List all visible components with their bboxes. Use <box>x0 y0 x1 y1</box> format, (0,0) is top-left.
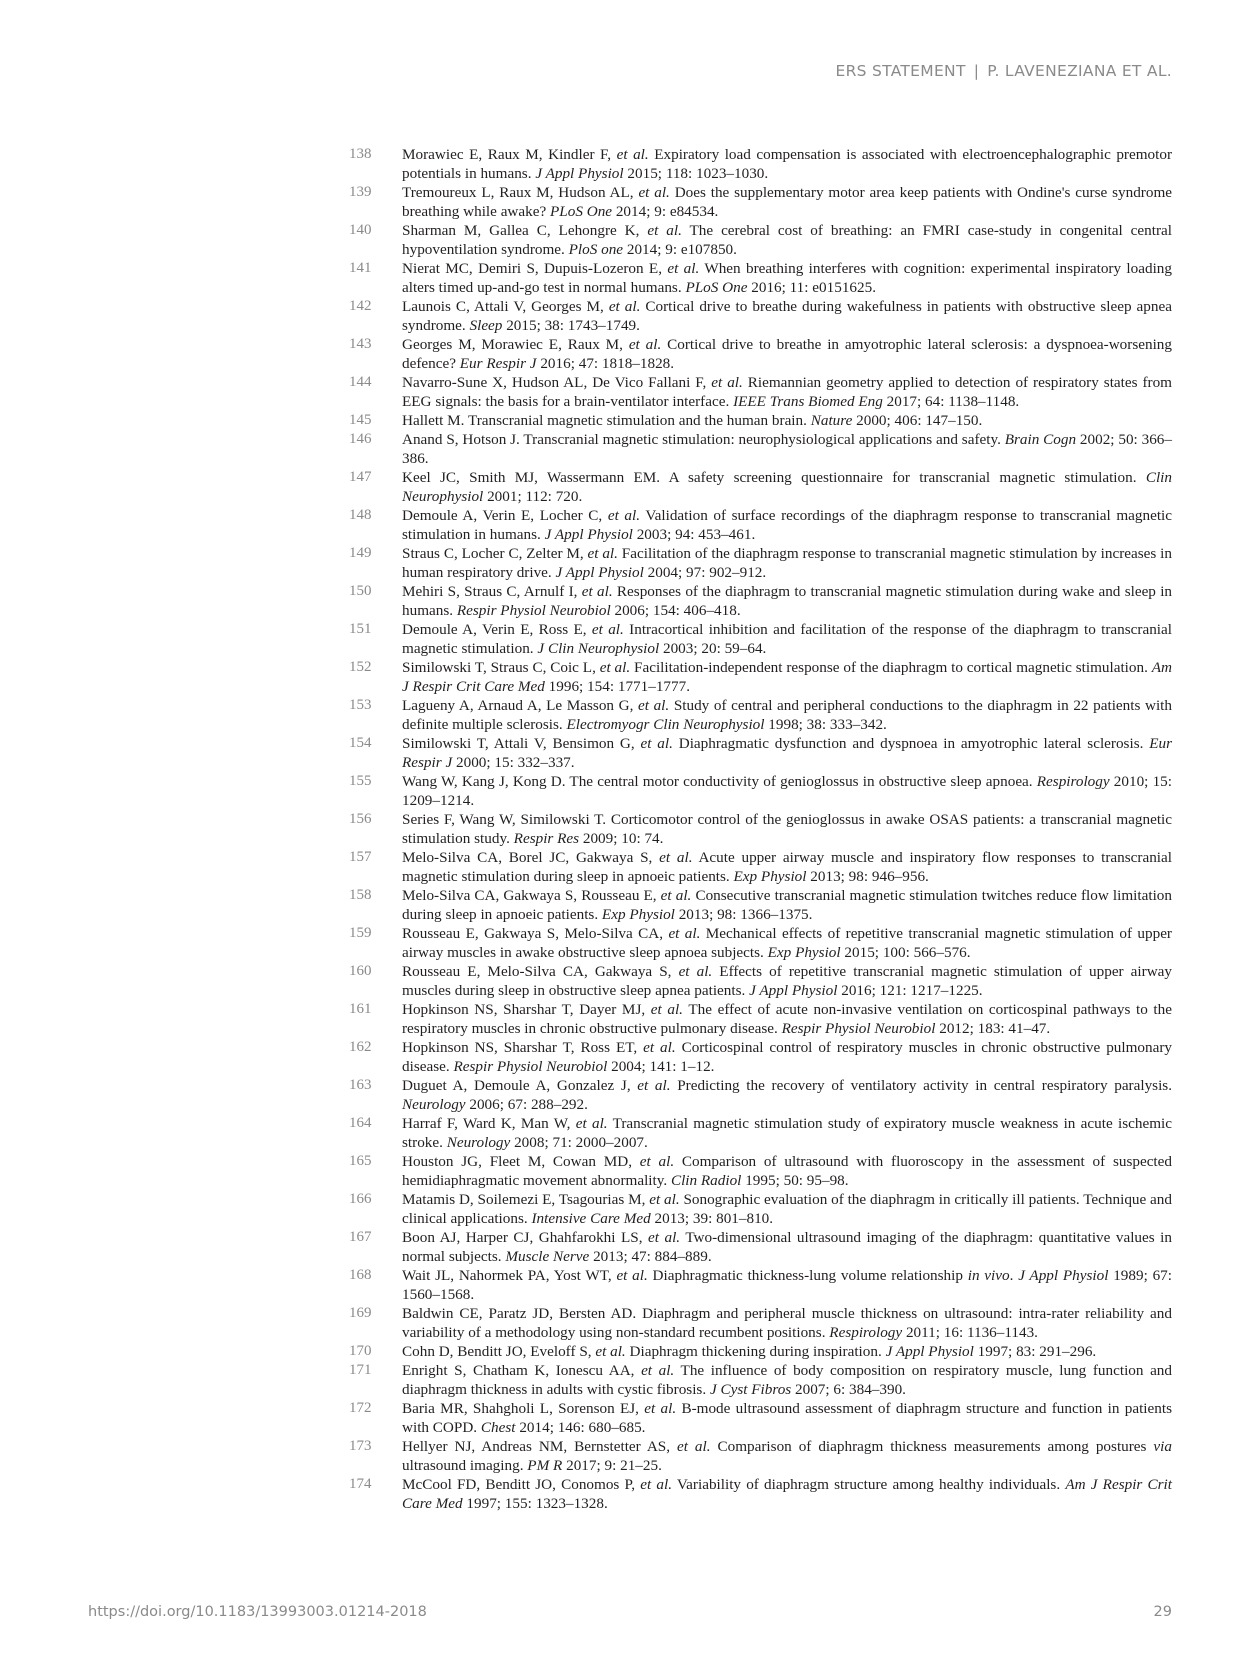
reference-segment: 2000; 406: 147–150. <box>852 412 983 429</box>
reference-number: 164 <box>349 1115 372 1131</box>
reference-item <box>349 924 1172 962</box>
reference-italic: Nature <box>810 412 853 429</box>
reference-text <box>402 1114 1172 1152</box>
reference-segment: Transcranial magnetic stimulation study of expiratory muscle weakness in acute ischemic stroke. <box>402 1115 1172 1151</box>
reference-segment: The effect of acute non-invasive ventilation on corticospinal pathways to the respiratory muscles in chronic obstructive pulmonary disease. <box>402 1001 1172 1037</box>
reference-italic: et al. <box>644 1400 677 1417</box>
reference-item <box>349 221 1172 259</box>
reference-segment: Morawiec E, Raux M, Kindler F, <box>402 146 617 163</box>
reference-segment: Diaphragm thickening during inspiration. <box>625 1343 886 1360</box>
reference-italic: Neurology <box>402 1096 466 1113</box>
reference-segment: Nierat MC, Demiri S, Dupuis-Lozeron E, <box>402 260 668 277</box>
reference-text <box>402 1038 1172 1076</box>
reference-italic: et al. <box>587 545 618 562</box>
reference-text <box>402 582 1172 620</box>
reference-segment: Consecutive transcranial magnetic stimulation twitches reduce flow limitation during sleep in apnoeic patients. <box>402 887 1172 923</box>
reference-italic: et al. <box>650 1001 683 1018</box>
reference-segment: 1995; 50: 95–98. <box>741 1172 849 1189</box>
reference-segment: Comparison of diaphragm thickness measurements among postures <box>710 1438 1154 1455</box>
reference-segment: Hopkinson NS, Sharshar T, Ross ET, <box>402 1039 644 1056</box>
reference-segment: Responses of the diaphragm to transcranial magnetic stimulation during wake and sleep in humans. <box>402 583 1173 619</box>
reference-item <box>349 1114 1172 1152</box>
reference-segment: Hopkinson NS, Sharshar T, Dayer MJ, <box>402 1001 651 1018</box>
reference-text <box>402 734 1172 772</box>
reference-segment: Melo-Silva CA, Gakwaya S, Rousseau E, <box>402 887 661 904</box>
reference-italic: J Cyst Fibros <box>709 1381 792 1398</box>
reference-segment: Melo-Silva CA, Borel JC, Gakwaya S, <box>402 849 660 866</box>
reference-text <box>402 468 1172 506</box>
reference-text <box>402 1304 1172 1342</box>
reference-segment: Rousseau E, Melo-Silva CA, Gakwaya S, <box>402 963 679 980</box>
reference-segment: 2016; 11: e0151625. <box>747 279 876 296</box>
reference-text <box>402 411 1172 430</box>
reference-segment: Cohn D, Benditt JO, Eveloff S, <box>402 1343 596 1360</box>
reference-item <box>349 1152 1172 1190</box>
reference-item <box>349 962 1172 1000</box>
reference-italic: et al. <box>668 925 701 942</box>
reference-italic: et al. <box>649 1191 680 1208</box>
reference-text <box>402 1437 1172 1475</box>
reference-text <box>402 886 1172 924</box>
reference-text <box>402 962 1172 1000</box>
reference-segment: Effects of repetitive transcranial magnetic stimulation of upper airway muscles during sleep in obstructive sleep apnea patients. <box>402 963 1173 999</box>
reference-segment: Cortical drive to breathe during wakefulness in patients with obstructive sleep apnea syndrome. <box>402 298 1172 334</box>
reference-segment: 2004; 97: 902–912. <box>643 564 767 581</box>
reference-number: 155 <box>349 773 372 789</box>
reference-text <box>402 1266 1172 1304</box>
reference-segment: Does the supplementary motor area keep patients with Ondine's curse syndrome breathing while awake? <box>402 184 1172 220</box>
reference-segment: Straus C, Locher C, Zelter M, <box>402 545 588 562</box>
reference-segment: Comparison of ultrasound with fluoroscopy in the assessment of suspected hemidiaphragmatic movement abnormality. <box>402 1153 1172 1189</box>
reference-item <box>349 1399 1172 1437</box>
reference-segment: Baria MR, Shahgholi L, Sorenson EJ, <box>402 1400 645 1417</box>
reference-italic: Respir Physiol Neurobiol <box>781 1020 936 1037</box>
reference-item <box>349 734 1172 772</box>
reference-item <box>349 1228 1172 1266</box>
reference-item <box>349 1000 1172 1038</box>
reference-italic: J Appl Physiol <box>555 564 644 581</box>
reference-number: 141 <box>349 260 372 276</box>
reference-segment: The cerebral cost of breathing: an FMRI case-study in congenital central hypoventilation syndrome. <box>402 222 1172 258</box>
reference-number: 156 <box>349 811 372 827</box>
reference-text <box>402 297 1172 335</box>
reference-text <box>402 544 1172 582</box>
reference-italic: Chest <box>480 1419 516 1436</box>
reference-item <box>349 259 1172 297</box>
reference-text <box>402 1399 1172 1437</box>
reference-italic: in vivo <box>967 1267 1010 1284</box>
reference-segment: 2006; 67: 288–292. <box>465 1096 588 1113</box>
reference-text <box>402 183 1172 221</box>
reference-italic: et al. <box>608 298 641 315</box>
reference-number: 160 <box>349 963 372 979</box>
reference-italic: et al. <box>637 1077 671 1094</box>
reference-segment: 2015; 38: 1743–1749. <box>502 317 640 334</box>
reference-text <box>402 696 1172 734</box>
reference-segment: 2007; 6: 384–390. <box>791 1381 906 1398</box>
reference-number: 138 <box>349 146 372 162</box>
reference-segment: Sonographic evaluation of the diaphragm in critically ill patients. Technique and clinical applications. <box>402 1191 1172 1227</box>
reference-segment: 1989; 67: 1560–1568. <box>402 1267 1172 1303</box>
reference-number: 149 <box>349 545 372 561</box>
reference-text <box>402 772 1172 810</box>
reference-segment: Two-dimensional ultrasound imaging of the diaphragm: quantitative values in normal subjects. <box>402 1229 1172 1265</box>
reference-item <box>349 145 1172 183</box>
reference-segment: Mehiri S, Straus C, Arnulf I, <box>402 583 582 600</box>
reference-segment: Variability of diaphragm structure among healthy individuals. <box>672 1476 1066 1493</box>
reference-italic: PLoS One <box>550 203 613 220</box>
reference-italic: Exp Physiol <box>733 868 807 885</box>
reference-segment: Boon AJ, Harper CJ, Ghahfarokhi LS, <box>402 1229 649 1246</box>
reference-italic: et al. <box>638 697 670 714</box>
reference-italic: J Appl Physiol <box>1018 1267 1109 1284</box>
reference-segment: Wang W, Kang J, Kong D. The central motor conductivity of genioglossus in obstructive sleep apnoea. <box>402 773 1037 790</box>
reference-item <box>349 1437 1172 1475</box>
reference-segment: 2017; 9: 21–25. <box>562 1457 662 1474</box>
reference-number: 165 <box>349 1153 372 1169</box>
reference-segment: Lagueny A, Arnaud A, Le Masson G, <box>402 697 639 714</box>
reference-item <box>349 886 1172 924</box>
reference-segment: 2010; 15: 1209–1214. <box>402 773 1172 809</box>
reference-segment: Keel JC, Smith MJ, Wassermann EM. A safety screening questionnaire for transcranial magnetic stimulation. <box>402 469 1146 486</box>
reference-number: 140 <box>349 222 372 238</box>
reference-segment: Riemannian geometry applied to detection of respiratory states from EEG signals: the basis for a brain-ventilator interface. <box>402 374 1172 410</box>
reference-segment: 2006; 154: 406–418. <box>610 602 741 619</box>
reference-italic: Brain Cogn <box>1004 431 1077 448</box>
running-head-separator: | <box>973 62 980 80</box>
reference-segment: 2008; 71: 2000–2007. <box>510 1134 648 1151</box>
reference-italic: Clin Radiol <box>670 1172 742 1189</box>
reference-segment: 2013; 39: 801–810. <box>650 1210 774 1227</box>
reference-segment: Georges M, Morawiec E, Raux M, <box>402 336 629 353</box>
reference-text <box>402 1190 1172 1228</box>
reference-italic: et al. <box>595 1343 626 1360</box>
reference-item <box>349 1475 1172 1513</box>
reference-segment: Demoule A, Verin E, Locher C, <box>402 507 608 524</box>
reference-italic: et al. <box>638 184 670 201</box>
reference-segment: 1998; 38: 333–342. <box>764 716 887 733</box>
reference-segment: 2003; 94: 453–461. <box>632 526 756 543</box>
reference-segment: 2011; 16: 1136–1143. <box>902 1324 1038 1341</box>
reference-segment: Houston JG, Fleet M, Cowan MD, <box>402 1153 640 1170</box>
reference-item <box>349 1266 1172 1304</box>
reference-number: 139 <box>349 184 372 200</box>
reference-segment: Anand S, Hotson J. Transcranial magnetic stimulation: neurophysiological applications and safety. <box>402 431 1005 448</box>
reference-number: 169 <box>349 1305 372 1321</box>
reference-number: 157 <box>349 849 372 865</box>
reference-italic: Eur Respir J <box>402 735 1173 771</box>
reference-segment: 2002; 50: 366–386. <box>402 431 1172 467</box>
reference-italic: et al. <box>628 336 662 353</box>
reference-segment: Similowski T, Attali V, Bensimon G, <box>402 735 641 752</box>
reference-segment: Similowski T, Straus C, Coic L, <box>402 659 600 676</box>
reference-italic: et al. <box>616 1267 648 1284</box>
reference-item <box>349 430 1172 468</box>
reference-item <box>349 582 1172 620</box>
reference-italic: Exp Physiol <box>767 944 841 961</box>
reference-italic: Respirology <box>1036 773 1110 790</box>
reference-number: 146 <box>349 431 372 447</box>
reference-segment: 2003; 20: 59–64. <box>659 640 767 657</box>
reference-segment: 2013; 47: 884–889. <box>589 1248 712 1265</box>
reference-italic: Respirology <box>829 1324 903 1341</box>
reference-segment: 2014; 9: e107850. <box>623 241 737 258</box>
reference-segment: Facilitation-independent response of the diaphragm to cortical magnetic stimulation. <box>630 659 1152 676</box>
reference-italic: et al. <box>575 1115 608 1132</box>
reference-text <box>402 1342 1172 1361</box>
reference-number: 151 <box>349 621 372 637</box>
reference-number: 158 <box>349 887 372 903</box>
reference-number: 174 <box>349 1476 372 1492</box>
reference-segment: Sharman M, Gallea C, Lehongre K, <box>402 222 648 239</box>
reference-segment: Acute upper airway muscle and inspiratory flow responses to transcranial magnetic stimulation during sleep in apnoeic patients. <box>402 849 1172 885</box>
reference-segment: Matamis D, Soilemezi E, Tsagourias M, <box>402 1191 650 1208</box>
reference-text <box>402 658 1172 696</box>
reference-item <box>349 411 1172 430</box>
reference-italic: Electromyogr Clin Neurophysiol <box>566 716 765 733</box>
reference-segment: McCool FD, Benditt JO, Conomos P, <box>402 1476 641 1493</box>
reference-italic: Am J Respir Crit Care Med <box>402 1476 1172 1512</box>
reference-segment: Cortical drive to breathe in amyotrophic lateral sclerosis: a dyspnoea-worsening defence? <box>402 336 1172 372</box>
reference-text <box>402 848 1172 886</box>
reference-segment: ultrasound imaging. <box>402 1457 528 1474</box>
reference-segment: B-mode ultrasound assessment of diaphragm structure and function in patients with COPD. <box>402 1400 1172 1436</box>
reference-text <box>402 430 1172 468</box>
reference-segment: Tremoureux L, Raux M, Hudson AL, <box>402 184 639 201</box>
reference-number: 143 <box>349 336 372 352</box>
reference-item <box>349 1361 1172 1399</box>
reference-text <box>402 810 1172 848</box>
reference-italic: PloS one <box>568 241 624 258</box>
reference-text <box>402 335 1172 373</box>
reference-italic: et al. <box>678 963 713 980</box>
reference-text <box>402 924 1172 962</box>
reference-item <box>349 658 1172 696</box>
reference-italic: Sleep <box>469 317 503 334</box>
reference-segment: Rousseau E, Gakwaya S, Melo-Silva CA, <box>402 925 669 942</box>
reference-text <box>402 620 1172 658</box>
reference-number: 142 <box>349 298 372 314</box>
reference-segment: 2012; 183: 41–47. <box>935 1020 1051 1037</box>
reference-italic: Respir Physiol Neurobiol <box>456 602 611 619</box>
running-head-right: P. LAVENEZIANA ET AL. <box>987 62 1172 80</box>
reference-italic: et al. <box>616 146 649 163</box>
reference-segment: Navarro-Sune X, Hudson AL, De Vico Fallani F, <box>402 374 712 391</box>
reference-segment: 2013; 98: 1366–1375. <box>674 906 813 923</box>
reference-text <box>402 1361 1172 1399</box>
reference-segment: Study of central and peripheral conductions to the diaphragm in 22 patients with definite multiple sclerosis. <box>402 697 1172 733</box>
reference-number: 147 <box>349 469 372 485</box>
reference-segment: Launois C, Attali V, Georges M, <box>402 298 609 315</box>
reference-text <box>402 145 1172 183</box>
reference-italic: et al. <box>647 222 682 239</box>
reference-italic: Respir Physiol Neurobiol <box>453 1058 608 1075</box>
reference-segment: When breathing interferes with cognition: experimental inspiratory loading alters timed up-and-go test in normal humans. <box>402 260 1172 296</box>
reference-item <box>349 1342 1172 1361</box>
reference-segment: 2004; 141: 1–12. <box>607 1058 715 1075</box>
reference-segment: 2014; 9: e84534. <box>612 203 719 220</box>
reference-text <box>402 506 1172 544</box>
reference-italic: et al. <box>640 735 673 752</box>
reference-segment: 1996; 154: 1771–1777. <box>544 678 690 695</box>
reference-item <box>349 1190 1172 1228</box>
reference-italic: IEEE Trans Biomed Eng <box>733 393 883 410</box>
reference-segment: Intracortical inhibition and facilitation of the response of the diaphragm to transcranial magnetic stimulation. <box>402 621 1172 657</box>
reference-segment: 2016; 121: 1217–1225. <box>837 982 983 999</box>
reference-number: 161 <box>349 1001 372 1017</box>
reference-segment: Diaphragmatic dysfunction and dyspnoea in amyotrophic lateral sclerosis. <box>672 735 1150 752</box>
reference-italic: Clin Neurophysiol <box>402 469 1172 505</box>
reference-segment: The influence of body composition on respiratory muscle, lung function and diaphragm thickness in adults with cystic fibrosis. <box>402 1362 1172 1398</box>
reference-number: 166 <box>349 1191 372 1207</box>
reference-italic: Intensive Care Med <box>531 1210 651 1227</box>
reference-item <box>349 335 1172 373</box>
reference-text <box>402 221 1172 259</box>
reference-italic: Neurology <box>446 1134 511 1151</box>
reference-text <box>402 1228 1172 1266</box>
reference-segment: Validation of surface recordings of the diaphragm response to transcranial magnetic stimulation in humans. <box>402 507 1172 543</box>
reference-segment: 2017; 64: 1138–1148. <box>882 393 1020 410</box>
reference-italic: J Appl Physiol <box>544 526 633 543</box>
reference-italic: Am J Respir Crit Care Med <box>402 659 1172 695</box>
reference-italic: et al. <box>599 659 631 676</box>
running-head-left: ERS STATEMENT <box>835 62 966 80</box>
reference-italic: et al. <box>581 583 613 600</box>
reference-number: 167 <box>349 1229 372 1245</box>
reference-item <box>349 544 1172 582</box>
reference-segment: Hallett M. Transcranial magnetic stimulation and the human brain. <box>402 412 811 429</box>
reference-number: 163 <box>349 1077 372 1093</box>
reference-italic: et al. <box>648 1229 681 1246</box>
reference-segment: Predicting the recovery of ventilatory activity in central respiratory paralysis. <box>670 1077 1173 1094</box>
reference-italic: et al. <box>659 849 693 866</box>
reference-number: 171 <box>349 1362 372 1378</box>
reference-item <box>349 620 1172 658</box>
reference-italic: et al. <box>643 1039 676 1056</box>
reference-number: 148 <box>349 507 372 523</box>
reference-number: 153 <box>349 697 372 713</box>
reference-italic: J Appl Physiol <box>535 165 624 182</box>
reference-number: 152 <box>349 659 372 675</box>
reference-italic: Exp Physiol <box>601 906 675 923</box>
reference-item <box>349 373 1172 411</box>
reference-text <box>402 259 1172 297</box>
reference-segment: 2014; 146: 680–685. <box>515 1419 646 1436</box>
reference-segment: 1997; 155: 1323–1328. <box>462 1495 608 1512</box>
reference-italic: via <box>1153 1438 1172 1455</box>
reference-segment: . <box>1009 1267 1019 1284</box>
reference-segment: 1997; 83: 291–296. <box>973 1343 1097 1360</box>
reference-italic: et al. <box>607 507 641 524</box>
reference-segment: 2001; 112: 720. <box>483 488 583 505</box>
reference-italic: PM R <box>527 1457 563 1474</box>
reference-text <box>402 373 1172 411</box>
reference-italic: J Appl Physiol <box>749 982 838 999</box>
reference-italic: et al. <box>677 1438 711 1455</box>
reference-item <box>349 1038 1172 1076</box>
reference-segment: 2015; 118: 1023–1030. <box>623 165 769 182</box>
reference-item <box>349 183 1172 221</box>
reference-segment: Mechanical effects of repetitive transcranial magnetic stimulation of upper airway muscles in awake obstructive sleep apnoea subjects. <box>402 925 1172 961</box>
reference-italic: et al. <box>641 1362 675 1379</box>
reference-italic: Eur Respir J <box>459 355 537 372</box>
reference-segment: Demoule A, Verin E, Ross E, <box>402 621 592 638</box>
reference-italic: Muscle Nerve <box>505 1248 590 1265</box>
reference-item <box>349 772 1172 810</box>
reference-number: 170 <box>349 1343 372 1359</box>
reference-italic: et al. <box>667 260 700 277</box>
reference-italic: et al. <box>711 374 743 391</box>
reference-segment: Facilitation of the diaphragm response to transcranial magnetic stimulation by increases in human respiratory drive. <box>402 545 1172 581</box>
reference-segment: 2000; 15: 332–337. <box>452 754 575 771</box>
doi-link[interactable]: https://doi.org/10.1183/13993003.01214-2018 <box>88 1604 427 1620</box>
reference-segment: Expiratory load compensation is associated with electroencephalographic premotor potentials in humans. <box>402 146 1173 182</box>
reference-item <box>349 297 1172 335</box>
reference-italic: et al. <box>639 1153 675 1170</box>
reference-italic: et al. <box>640 1476 672 1493</box>
reference-number: 162 <box>349 1039 372 1055</box>
reference-number: 159 <box>349 925 372 941</box>
reference-number: 144 <box>349 374 372 390</box>
reference-italic: J Appl Physiol <box>885 1343 974 1360</box>
reference-segment: Harraf F, Ward K, Man W, <box>402 1115 576 1132</box>
reference-italic: Respir Res <box>513 830 580 847</box>
reference-segment: 2013; 98: 946–956. <box>806 868 929 885</box>
reference-text <box>402 1152 1172 1190</box>
running-head <box>835 62 1172 80</box>
reference-segment: Corticospinal control of respiratory muscles in chronic obstructive pulmonary disease. <box>402 1039 1172 1075</box>
reference-text <box>402 1076 1172 1114</box>
reference-number: 172 <box>349 1400 372 1416</box>
reference-segment: 2016; 47: 1818–1828. <box>536 355 675 372</box>
reference-number: 150 <box>349 583 372 599</box>
reference-segment: 2015; 100: 566–576. <box>840 944 971 961</box>
reference-segment: Hellyer NJ, Andreas NM, Bernstetter AS, <box>402 1438 678 1455</box>
reference-segment: Enright S, Chatham K, Ionescu AA, <box>402 1362 642 1379</box>
reference-number: 154 <box>349 735 372 751</box>
reference-item <box>349 848 1172 886</box>
reference-number: 145 <box>349 412 372 428</box>
reference-number: 173 <box>349 1438 372 1454</box>
reference-italic: et al. <box>660 887 692 904</box>
reference-list <box>349 145 1172 1513</box>
reference-text <box>402 1475 1172 1513</box>
reference-segment: Series F, Wang W, Similowski T. Corticomotor control of the genioglossus in awake OSAS patients: a transcranial magnetic stimulation study. <box>402 811 1172 847</box>
reference-item <box>349 1076 1172 1114</box>
reference-item <box>349 1304 1172 1342</box>
reference-item <box>349 810 1172 848</box>
reference-segment: 2009; 10: 74. <box>579 830 664 847</box>
reference-number: 168 <box>349 1267 372 1283</box>
reference-segment: Diaphragmatic thickness-lung volume relationship <box>647 1267 968 1284</box>
reference-italic: et al. <box>591 621 624 638</box>
reference-italic: PLoS One <box>685 279 748 296</box>
reference-item <box>349 468 1172 506</box>
reference-segment: Baldwin CE, Paratz JD, Bersten AD. Diaphragm and peripheral muscle thickness on ultrasound: intra-rater reliability and variability of a methodology using non-standard recumbent positions. <box>402 1305 1172 1341</box>
page-number: 29 <box>1153 1604 1172 1620</box>
reference-item <box>349 506 1172 544</box>
reference-text <box>402 1000 1172 1038</box>
reference-item <box>349 696 1172 734</box>
reference-italic: J Clin Neurophysiol <box>537 640 660 657</box>
reference-segment: Wait JL, Nahormek PA, Yost WT, <box>402 1267 617 1284</box>
reference-segment: Duguet A, Demoule A, Gonzalez J, <box>402 1077 638 1094</box>
